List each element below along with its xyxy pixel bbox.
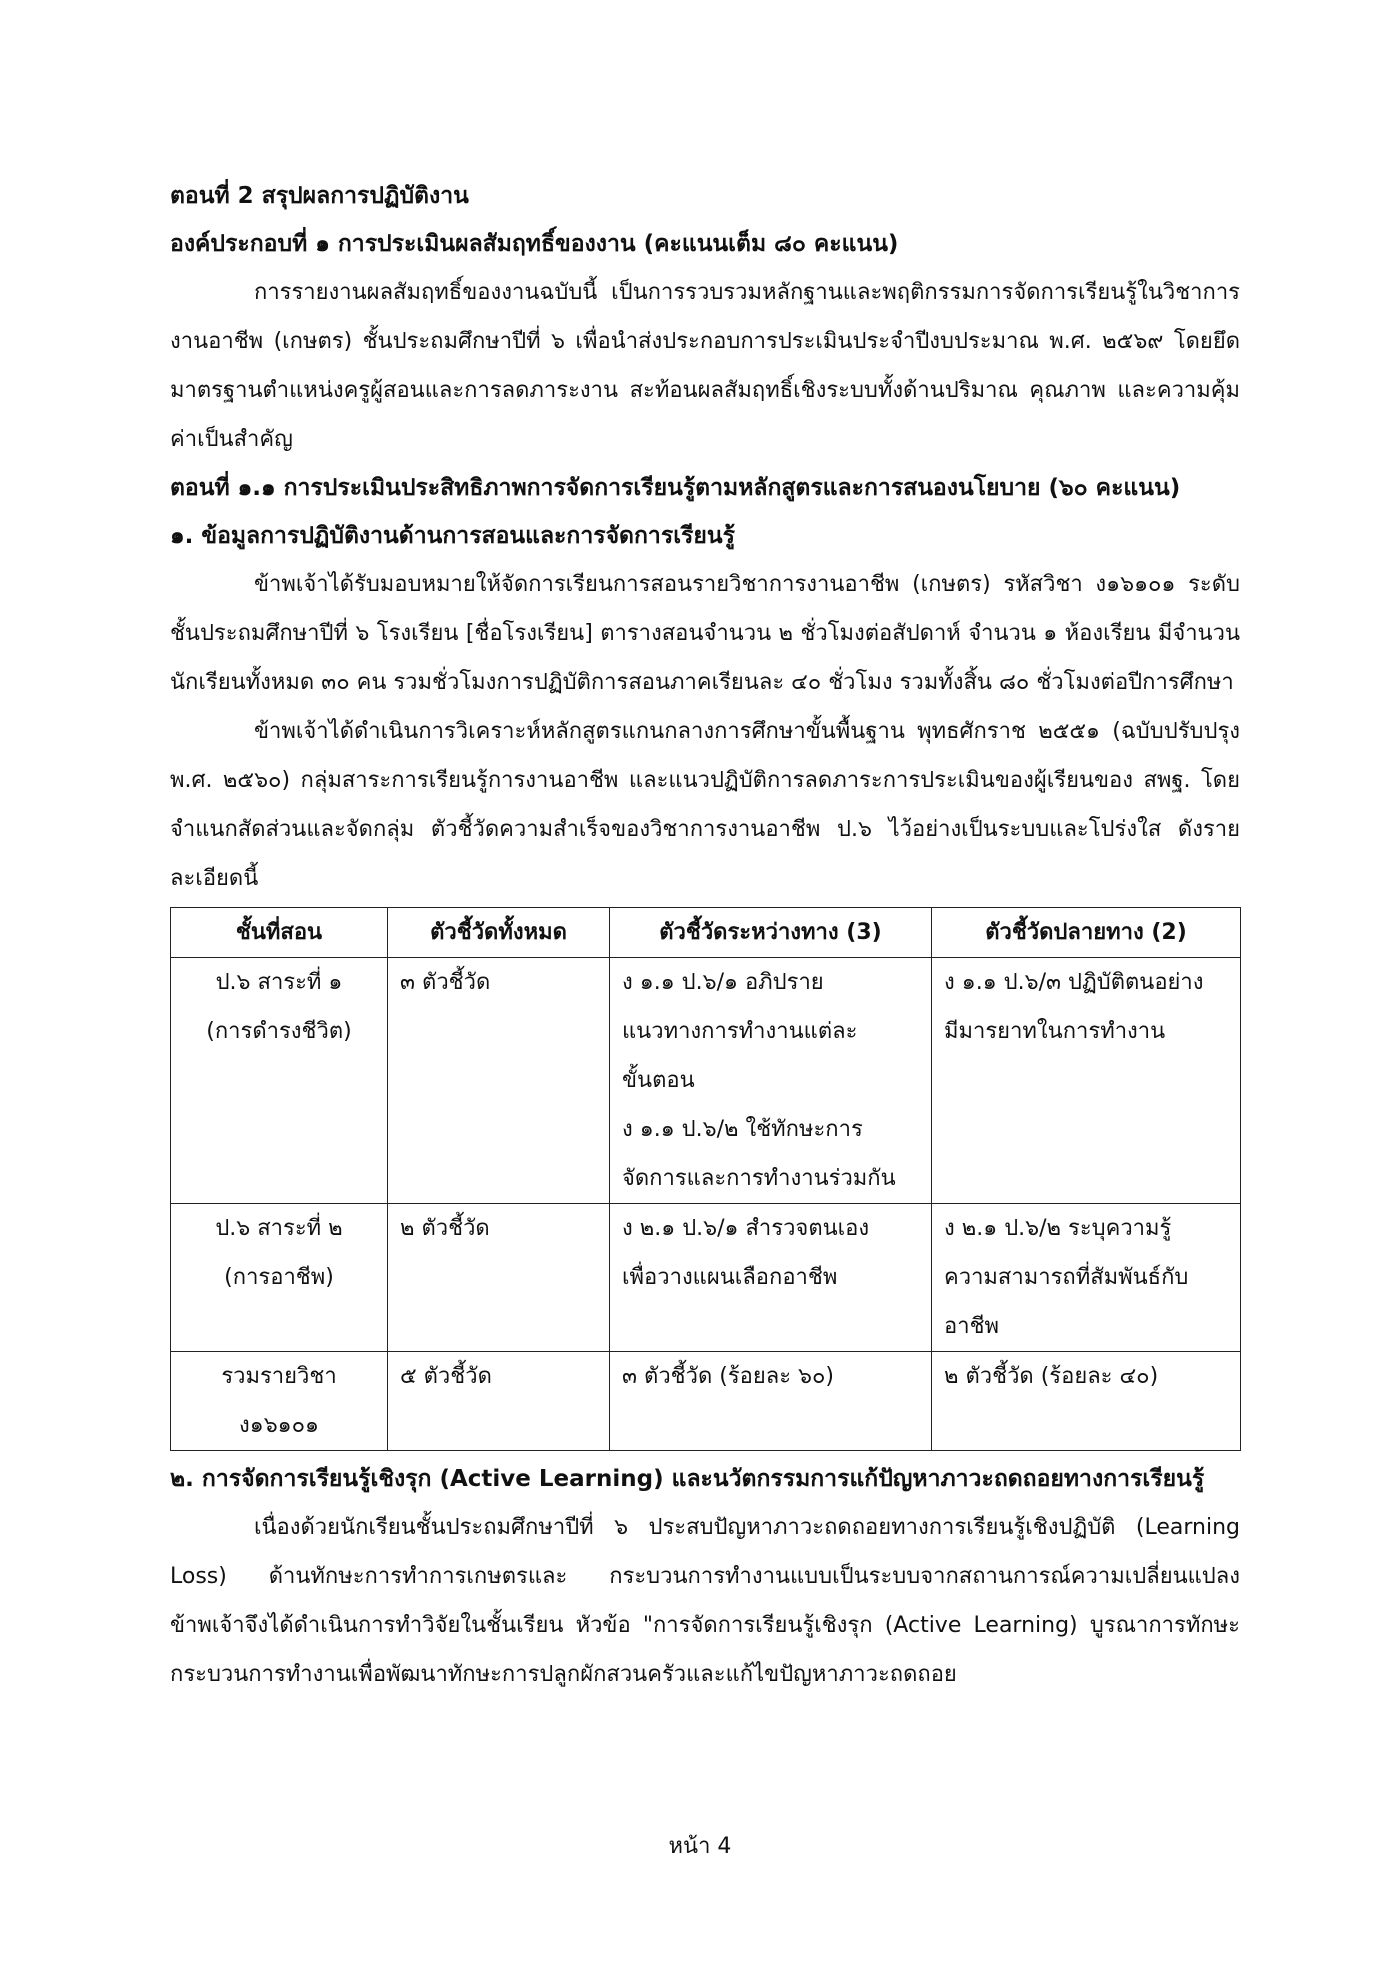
subsection-2-title: ๒. การจัดการเรียนรู้เชิงรุก (Active Learning) และนวัตกรรมการแก้ปัญหาภาวะถดถอยทางการเรียนรู้ — [170, 1466, 1205, 1492]
header-formative: ตัวชี้วัดระหว่างทาง (3) — [610, 908, 932, 958]
cell-line: ๒ ตัวชี้วัด (ร้อยละ ๔๐) — [944, 1364, 1159, 1389]
cell-total: ๓ ตัวชี้วัด — [388, 958, 610, 1204]
active-learning-paragraph: เนื่องด้วยนักเรียนชั้นประถมศึกษาปีที่ ๖ ประสบปัญหาภาวะถดถอยทางการเรียนรู้เชิงปฏิบัติ (Learning Loss) ด้านทักษะการทำการเกษตรและ กระบวนการทำงานแบบเป็นระบบจากสถานการณ์ความเปลี่ยนแปลง ข้าพเจ้าจึงได้ดำเนินการทำวิจัยในชั้นเรียน หัวข้อ "การจัดการเรียนรู้เชิงรุก (Active Learning) บูรณาการทักษะกระบวนการทำงานเพื่อพัฒนาทักษะการปลูกผักสวนครัวและแก้ไขปัญหาภาวะถดถอย — [170, 1515, 1240, 1687]
cell-total: ๕ ตัวชี้วัด — [388, 1352, 610, 1451]
cell-line: แนวทางการทำงานแต่ละ — [622, 1019, 858, 1044]
intro-paragraph: การรายงานผลสัมฤทธิ์ของงานฉบับนี้ เป็นการรวบรวมหลักฐานและพฤติกรรมการจัดการเรียนรู้ในวิชาการงานอาชีพ (เกษตร) ชั้นประถมศึกษาปีที่ ๖ เพื่อนำส่งประกอบการประเมินประจำปีงบประมาณ พ.ศ. ๒๕๖๙ โดยยึดมาตรฐานตำแหน่งครูผู้สอนและการลดภาระงาน สะท้อนผลสัมฤทธิ์เชิงระบบทั้งด้านปริมาณ คุณภาพ และความคุ้มค่าเป็นสำคัญ — [170, 280, 1240, 452]
cell-line: ป.๖ สาระที่ ๑ — [215, 970, 343, 995]
cell-line: อาชีพ — [944, 1314, 999, 1339]
header-total: ตัวชี้วัดทั้งหมด — [388, 908, 610, 958]
table-row — [171, 1204, 1241, 1352]
cell-level — [171, 958, 388, 1204]
table-row — [171, 958, 1241, 1204]
cell-total: ๒ ตัวชี้วัด — [388, 1204, 610, 1352]
cell-line: เพื่อวางแผนเลือกอาชีพ — [622, 1265, 838, 1290]
page-content — [170, 172, 1240, 1699]
cell-level — [171, 1352, 388, 1451]
cell-line: ง ๑.๑ ป.๖/๓ ปฏิบัติตนอย่าง — [944, 970, 1204, 995]
curriculum-paragraph: ข้าพเจ้าได้ดำเนินการวิเคราะห์หลักสูตรแกนกลางการศึกษาขั้นพื้นฐาน พุทธศักราช ๒๕๕๑ (ฉบับปรับปรุง พ.ศ. ๒๕๖๐) กลุ่มสาระการเรียนรู้การงานอาชีพ และแนวปฏิบัติการลดภาระการประเมินของผู้เรียนของ สพฐ. โดยจำแนกสัดส่วนและจัดกลุ่ม ตัวชี้วัดความสำเร็จของวิชาการงานอาชีพ ป.๖ ไว้อย่างเป็นระบบและโปร่งใส ดังรายละเอียดนี้ — [170, 719, 1240, 891]
section-1-1-title: ตอนที่ ๑.๑ การประเมินประสิทธิภาพการจัดการเรียนรู้ตามหลักสูตรและการสนองนโยบาย (๖๐ คะแนน) — [170, 475, 1181, 501]
cell-line: ง ๒.๑ ป.๖/๒ ระบุความรู้ — [944, 1216, 1172, 1241]
indicator-table — [170, 907, 1241, 1451]
cell-line: ง ๒.๑ ป.๖/๑ สำรวจตนเอง — [622, 1216, 870, 1241]
cell-line: (การดำรงชีวิต) — [206, 1019, 352, 1044]
cell-line: (การอาชีพ) — [224, 1265, 334, 1290]
cell-line: ป.๖ สาระที่ ๒ — [215, 1216, 343, 1241]
cell-level — [171, 1204, 388, 1352]
cell-line: ๓ ตัวชี้วัด (ร้อยละ ๖๐) — [622, 1364, 835, 1389]
header-summative: ตัวชี้วัดปลายทาง (2) — [932, 908, 1241, 958]
header-level: ชั้นที่สอน — [171, 908, 388, 958]
part-title: ตอนที่ 2 สรุปผลการปฏิบัติงาน — [170, 183, 469, 209]
cell-line: ขั้นตอน — [622, 1068, 695, 1093]
cell-formative — [610, 1352, 932, 1451]
cell-line: จัดการและการทำงานร่วมกัน — [622, 1166, 896, 1191]
cell-line: ความสามารถที่สัมพันธ์กับ — [944, 1265, 1189, 1290]
page-number: หน้า 4 — [668, 1834, 732, 1859]
table-row — [171, 1352, 1241, 1451]
cell-summative — [932, 1204, 1241, 1352]
cell-line: ง๑๖๑๐๑ — [238, 1413, 320, 1438]
cell-formative — [610, 958, 932, 1204]
cell-formative — [610, 1204, 932, 1352]
table-header-row — [171, 908, 1241, 958]
component-title: องค์ประกอบที่ ๑ การประเมินผลสัมฤทธิ์ของงาน (คะแนนเต็ม ๘๐ คะแนน) — [170, 231, 899, 257]
cell-summative — [932, 1352, 1241, 1451]
teaching-paragraph: ข้าพเจ้าได้รับมอบหมายให้จัดการเรียนการสอนรายวิชาการงานอาชีพ (เกษตร) รหัสวิชา ง๑๖๑๐๑ ระดับชั้นประถมศึกษาปีที่ ๖ โรงเรียน [ชื่อโรงเรียน] ตารางสอนจำนวน ๒ ชั่วโมงต่อสัปดาห์ จำนวน ๑ ห้องเรียน มีจำนวนนักเรียนทั้งหมด ๓๐ คน รวมชั่วโมงการปฏิบัติการสอนภาคเรียนละ ๔๐ ชั่วโมง รวมทั้งสิ้น ๘๐ ชั่วโมงต่อปีการศึกษา — [170, 572, 1240, 695]
cell-line: รวมรายวิชา — [221, 1364, 337, 1389]
subsection-1-title: ๑. ข้อมูลการปฏิบัติงานด้านการสอนและการจัดการเรียนรู้ — [170, 523, 735, 549]
cell-summative — [932, 958, 1241, 1204]
cell-line: ง ๑.๑ ป.๖/๑ อภิปราย — [622, 970, 824, 995]
cell-line: ง ๑.๑ ป.๖/๒ ใช้ทักษะการ — [622, 1117, 863, 1142]
cell-line: มีมารยาทในการทำงาน — [944, 1019, 1166, 1044]
